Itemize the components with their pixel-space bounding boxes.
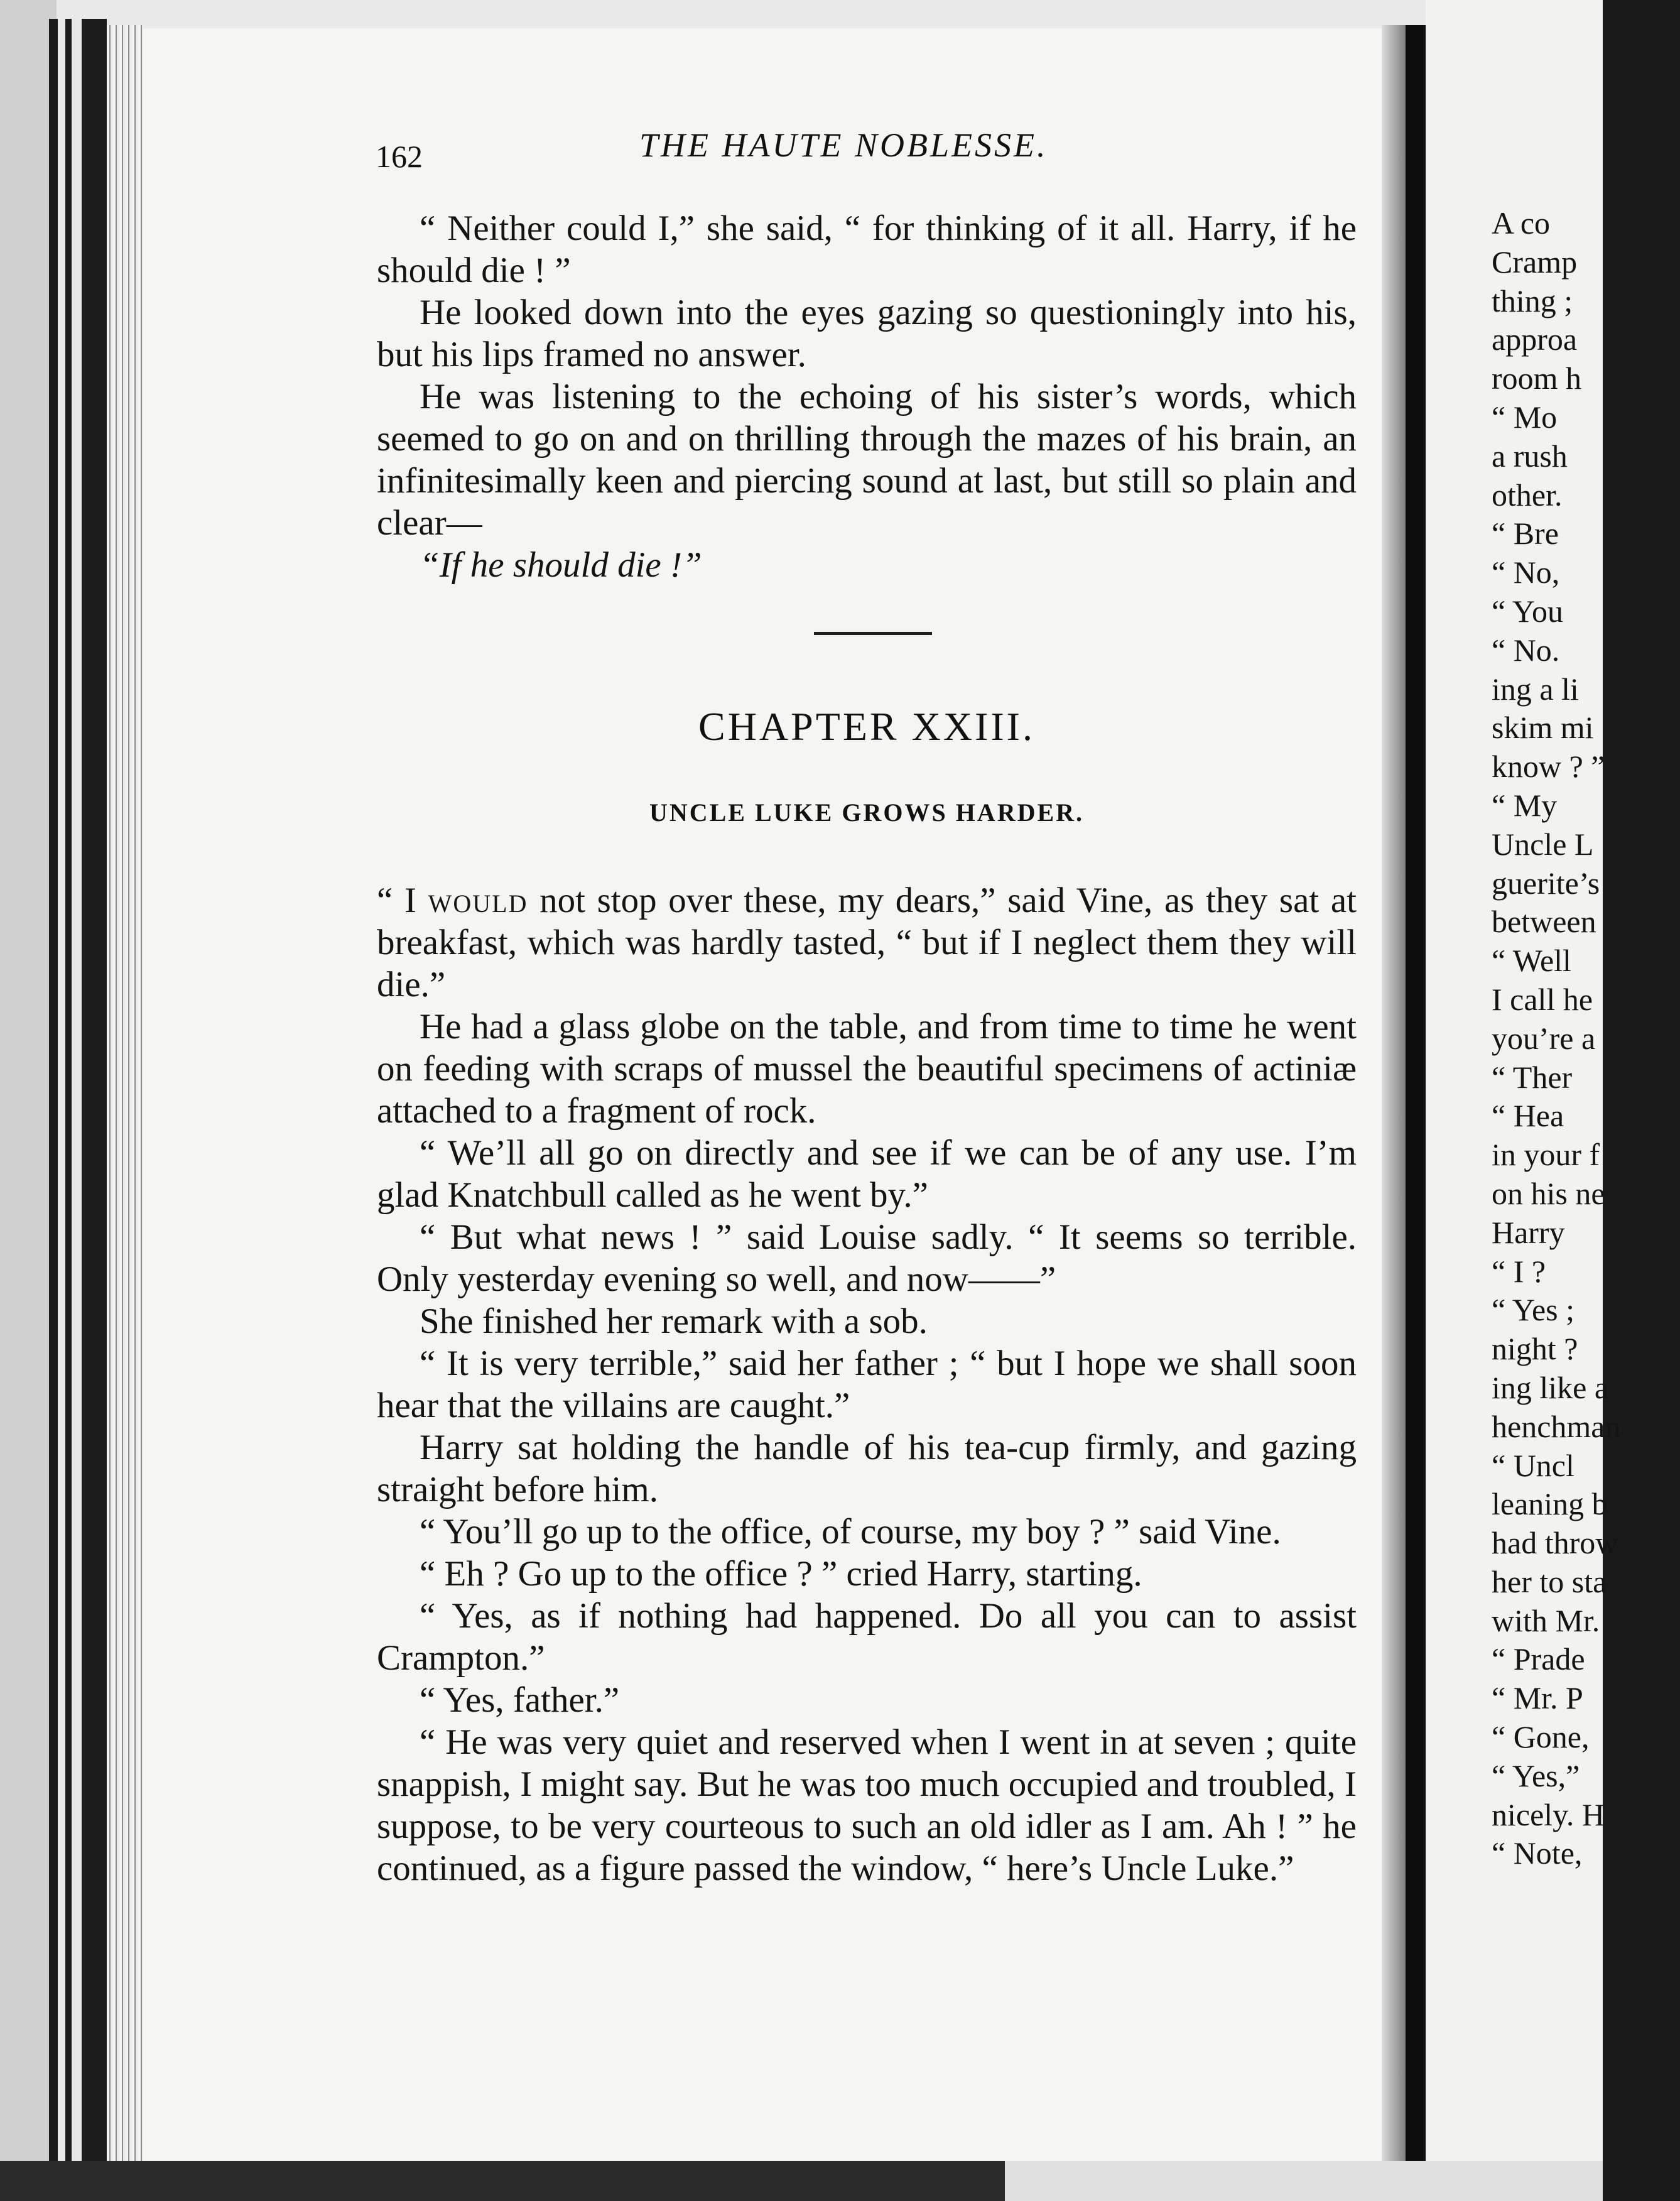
right-page-line: between [1492,904,1596,940]
gutter-binding [1406,25,1428,2180]
section-divider [814,632,932,635]
right-page-line: “ My [1492,787,1558,823]
right-page-line: “ I ? [1492,1253,1546,1289]
right-page-line: with Mr. [1492,1602,1600,1638]
scan-margin [0,0,57,2201]
paragraph: He had a glass globe on the table, and from time to time he went on feeding with scraps of mussel the beautiful specimens of actiniæ attached to a fragment of rock. [377,1007,1357,1131]
right-page-line: a rush [1492,438,1568,474]
paragraph: “ You’ll go up to the office, of course, my boy ? ” said Vine. [420,1512,1281,1552]
right-page-line: ing like a [1492,1369,1609,1405]
right-page-line: “ Yes ; [1492,1292,1574,1328]
right-page-line: “ No. [1492,632,1560,668]
right-page-line: “ Mo [1492,399,1558,435]
right-page-line: leaning b [1492,1486,1608,1522]
right-page-line: room h [1492,361,1582,396]
paragraph: “ But what news ! ” said Louise sadly. “ It seems so terrible. Only yesterday evening so well, and now——” [377,1217,1357,1299]
right-page-line: other. [1492,477,1563,513]
right-page-line: “ Bre [1492,516,1559,552]
right-page-line: henchman [1492,1408,1621,1444]
right-page-line: “ No, [1492,555,1560,590]
opening-paragraph [377,879,1357,1006]
right-page-line: ing a li [1492,671,1579,707]
right-page-line: nicely. H [1492,1796,1605,1832]
right-page-line: “ Mr. P [1492,1680,1583,1716]
top-text-block [377,207,1357,586]
right-page-line: on his ne [1492,1175,1605,1211]
right-page-line: “ Well [1492,943,1571,979]
gutter-shadow [1382,25,1407,2180]
right-page-line: guerite’s [1492,865,1600,901]
right-page-line: A co [1492,205,1551,241]
right-page-line: “ You [1492,593,1563,629]
page-number: 162 [376,139,423,174]
paragraph: “ Yes, father.” [420,1680,620,1720]
page-header [376,126,1355,176]
paragraph: She finished her remark with a sob. [420,1302,928,1341]
right-page-line: “ Gone, [1492,1719,1590,1755]
paragraph: “ It is very terrible,” said her father ; “ but I hope we shall soon hear that the villains are caught.” [377,1344,1357,1425]
paragraph: “ He was very quiet and reserved when I went in at seven ; quite snappish, I might say. But he was too much occupied and troubled, I suppose, to be very courteous to such an old idler as I am. Ah ! ” he continued, as a figure passed the window, “ here’s Uncle Luke.” [377,1722,1357,1888]
right-page-line: thing ; [1492,283,1573,318]
right-page [1426,0,1621,2201]
page-edges [107,25,144,2167]
right-page-line: “ Note, [1492,1835,1583,1871]
right-page-line: Cramp [1492,244,1578,280]
right-page-line: had throw [1492,1525,1618,1561]
right-page-line: know ? ” [1492,749,1605,785]
paragraph: “ We’ll all go on directly and see if we can be of any use. I’m glad Knatchbull called as he went by.” [377,1133,1357,1215]
chapter-subtitle: UNCLE LUKE GROWS HARDER. [649,798,1085,827]
running-head: THE HAUTE NOBLESSE. [639,126,1048,164]
chapter-title: CHAPTER XXIII. [698,704,1035,749]
right-page-line: in your f [1492,1137,1600,1173]
right-page-line: “ Hea [1492,1098,1564,1134]
right-page-text [1492,204,1680,1873]
opening-rest: not stop over these, my dears,” said Vine, as they sat at breakfast, which was hardly tasted, “ but if I neglect them they will die.” [377,881,1357,1004]
right-page-line: night ? [1492,1331,1578,1367]
right-page-line: “ Ther [1492,1059,1573,1095]
scan-bottom-edge-light [1005,2161,1603,2201]
right-page-line: approa [1492,322,1578,357]
paragraph: “ Yes, as if nothing had happened. Do all you can to assist Crampton.” [377,1596,1357,1678]
right-page-line: “ Yes,” [1492,1758,1580,1793]
paragraph: “ Neither could I,” she said, “ for thinking of it all. Harry, if he should die ! ” [377,209,1357,290]
right-page-line: skim mi [1492,710,1594,746]
italic-quote: “If he should die !” [420,545,702,585]
opening-word: would [428,881,528,920]
right-page-line: you’re a [1492,1020,1596,1056]
chapter-text-block [377,879,1357,1889]
right-page-line: Uncle L [1492,826,1594,862]
binding-edge [49,19,58,2173]
paragraph: He looked down into the eyes gazing so questioningly into his, but his lips framed no answer. [377,293,1357,374]
paragraph: Harry sat holding the handle of his tea-cup firmly, and gazing straight before him. [377,1428,1357,1509]
right-page-line: Harry [1492,1214,1565,1250]
binding-edge [65,19,72,2173]
paragraph: “ Eh ? Go up to the office ? ” cried Harry, starting. [420,1554,1142,1594]
right-page-line: I call he [1492,981,1593,1017]
right-page-line: “ Uncl [1492,1447,1574,1483]
opening-quote: “ I [377,881,428,920]
right-page-line: “ Prade [1492,1641,1585,1677]
right-page-line: her to sta [1492,1563,1607,1599]
book-cover-edge [82,19,107,2173]
paragraph: He was listening to the echoing of his sister’s words, which seemed to go on and on thrilling through the mazes of his brain, an infinitesimally keen and piercing sound at last, but still so plain and clear— [377,377,1357,543]
